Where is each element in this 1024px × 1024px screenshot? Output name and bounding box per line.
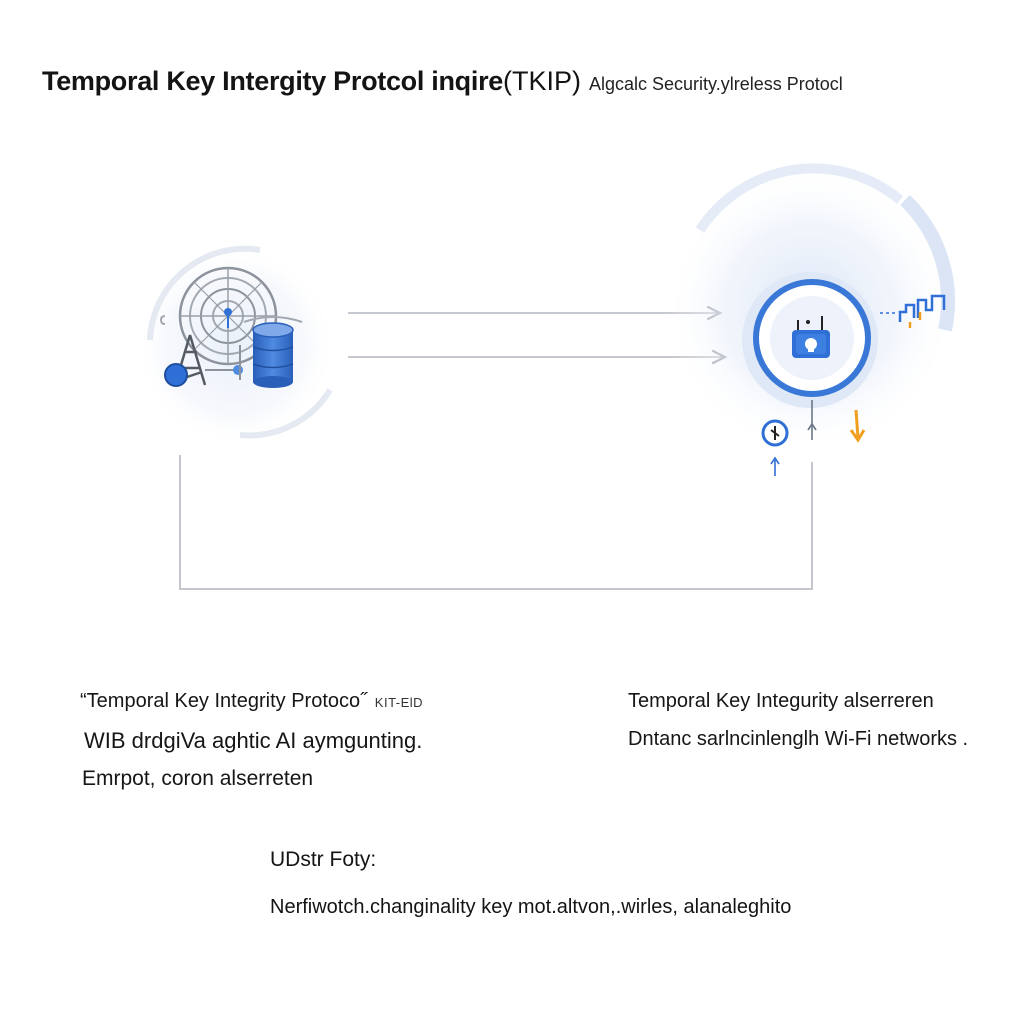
return-connector <box>180 455 812 589</box>
left-text-line <box>80 682 423 722</box>
title-acronym: (TKIP) <box>503 66 581 96</box>
left-text-line1: “Temporal Key Integrity Protoco˝ <box>80 690 367 712</box>
left-node <box>135 245 335 445</box>
bottom-heading: UDstr Foty: <box>270 848 377 871</box>
title-subtitle: Algcalc Security.ylreless Protocl <box>589 74 843 94</box>
title-main: Temporal Key Intergity Protcol inqire <box>42 66 503 96</box>
right-text-block <box>628 682 968 758</box>
left-text-tag: KIT-ElD <box>374 695 424 710</box>
bottom-description: Nerfiwotch.changinality key mot.altvon,.wirles, alanaleghito <box>270 896 792 918</box>
left-text-block <box>80 682 423 798</box>
right-text-line1: Temporal Key Integurity alserreren <box>628 690 934 712</box>
left-text-line2: WIB drdgiVa aghtic AI aymgunting. <box>84 728 423 753</box>
left-text-line3: Emrpot, coron alserreten <box>82 767 314 790</box>
right-text-line2: Dntanc sarlncinlenglh Wi-Fi networks . <box>628 728 969 750</box>
right-node <box>665 165 955 476</box>
